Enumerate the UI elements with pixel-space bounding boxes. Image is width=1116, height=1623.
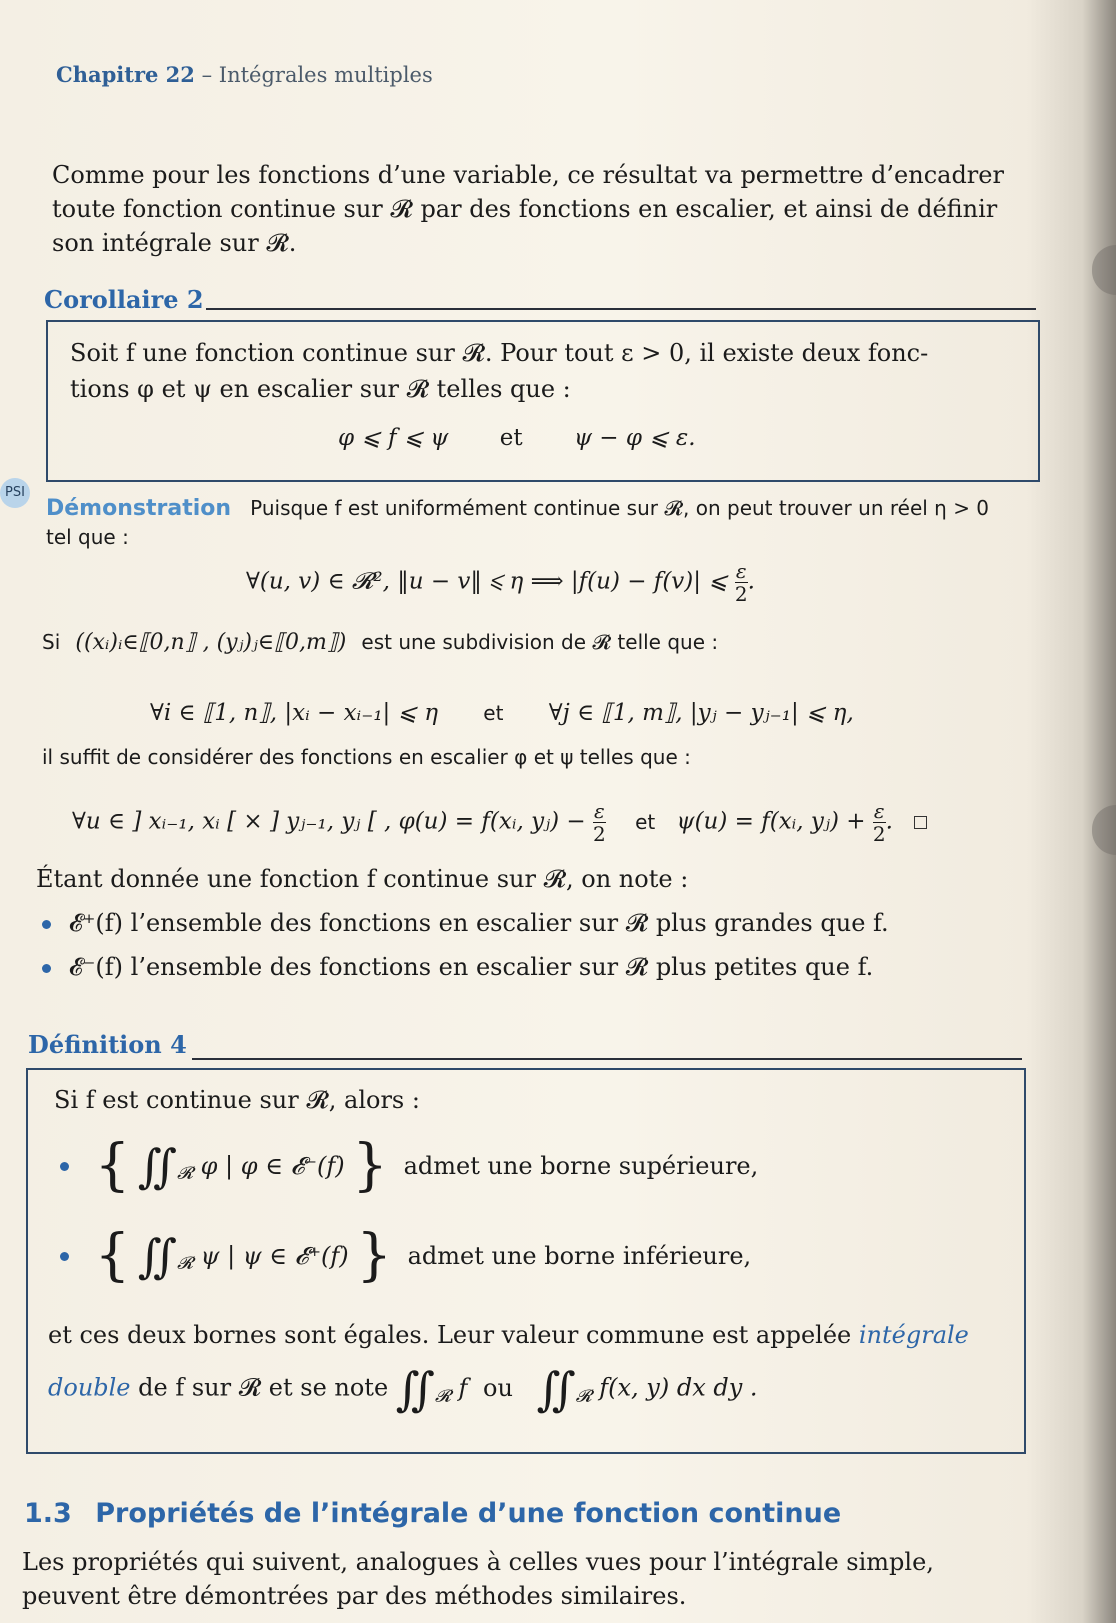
- si-prefix: Si: [42, 630, 61, 654]
- definition-bullet-1: [60, 1133, 960, 1198]
- running-head-separator: –: [194, 63, 219, 87]
- brace-left-icon: {: [94, 1223, 131, 1288]
- page-edge-tab: [1092, 805, 1116, 855]
- double-integral-sign: ∬: [137, 1229, 178, 1283]
- page-edge-tab: [1092, 245, 1116, 295]
- definition-term: intégrale: [858, 1321, 969, 1349]
- demonstration-line: Puisque f est uniformément continue sur 𝓡, on peut trouver un réel η > 0: [250, 496, 990, 520]
- formula-et: et: [483, 701, 504, 725]
- definition-text: ou: [483, 1373, 513, 1402]
- demonstration-si-line: [42, 628, 1042, 656]
- psi-badge: PSI: [0, 478, 30, 508]
- running-head-title: Intégrales multiples: [218, 63, 433, 87]
- formula-text: ∀(u, v) ∈ 𝓡², ‖u − v‖ ⩽ η ⟹ |f(u) − f(v)| ⩽: [246, 568, 735, 595]
- bullet-text: 𝓔⁻(f) l’ensemble des fonctions en escalier sur 𝓡 plus petites que f.: [69, 953, 874, 981]
- si-formula: ((xᵢ)ᵢ∈⟦0,n⟧ , (yⱼ)ⱼ∈⟦0,m⟧): [75, 630, 347, 655]
- corollaire-line: tions φ et ψ en escalier sur 𝓡 telles que :: [70, 375, 571, 403]
- bullet-icon: [42, 964, 51, 973]
- bullet-icon: [60, 1162, 69, 1171]
- formula-end: .: [747, 568, 755, 595]
- set-expression: φ | φ ∈ 𝓔⁻(f): [200, 1152, 345, 1180]
- formula-right: ∀j ∈ ⟦1, m⟧, |yⱼ − yⱼ₋₁| ⩽ η,: [548, 700, 854, 726]
- bullet-icon: [60, 1252, 69, 1261]
- corollaire-title: Corollaire 2: [44, 285, 204, 314]
- etant-line: Étant donnée une fonction f continue sur 𝓡, on note :: [36, 865, 689, 893]
- definition-term: double: [48, 1373, 131, 1402]
- integral-domain: 𝓡: [177, 1163, 193, 1184]
- fraction-numerator: ε: [735, 559, 747, 583]
- qed-square-icon: [914, 816, 927, 829]
- formula-text: ψ(u) = f(xᵢ, yⱼ) +: [676, 808, 873, 835]
- integral-domain: 𝓡: [575, 1386, 592, 1407]
- formula-text: ∀u ∈ ] xᵢ₋₁, xᵢ [ × ] yⱼ₋₁, yⱼ [ , φ(u) = f(xᵢ, yⱼ) −: [72, 808, 594, 835]
- bullet-text: admet une borne inférieure,: [407, 1242, 752, 1270]
- fraction-numerator: ε: [873, 799, 885, 823]
- formula-et: et: [499, 425, 523, 451]
- fraction-denominator: 2: [872, 822, 886, 846]
- formula-et: et: [635, 809, 656, 834]
- closing-paragraph: [22, 1545, 1012, 1613]
- double-integral-sign: ∬: [536, 1362, 576, 1416]
- section-title: Propriétés de l’intégrale d’une fonction continue: [95, 1498, 842, 1529]
- running-head-chapter: Chapitre 22: [56, 62, 195, 87]
- demonstration-line: il suffit de considérer des fonctions en escalier φ et ψ telles que :: [42, 745, 691, 769]
- brace-left-icon: {: [94, 1133, 131, 1198]
- integrand: f(x, y) dx dy .: [599, 1373, 758, 1402]
- demonstration-formula-3: [72, 800, 1032, 845]
- demonstration-formula-1: [246, 560, 755, 605]
- demonstration: [46, 494, 1046, 522]
- definition-notation-line: [48, 1362, 1008, 1416]
- fraction-denominator: 2: [593, 822, 606, 846]
- demonstration-line: tel que :: [46, 525, 129, 549]
- corollaire-text: [70, 335, 1020, 407]
- bullet-icon: [42, 920, 51, 929]
- demonstration-title: Démonstration: [46, 496, 232, 521]
- corollaire-line: Soit f une fonction continue sur 𝓡. Pour tout ε > 0, il existe deux fonc-: [70, 339, 929, 367]
- running-head: [56, 62, 433, 87]
- definition-rule: [192, 1058, 1022, 1060]
- etant-bullet-1: [42, 906, 1022, 940]
- section-heading: [24, 1498, 1024, 1529]
- double-integral-sign: ∬: [137, 1139, 178, 1193]
- si-suffix: est une subdivision de 𝓡 telle que :: [361, 630, 719, 654]
- brace-right-icon: }: [356, 1223, 392, 1288]
- formula-left: φ ⩽ f ⩽ ψ: [338, 425, 449, 451]
- closing-line: peuvent être démontrées par des méthodes similaires.: [22, 1582, 687, 1610]
- intro-line: son intégrale sur 𝓡.: [52, 229, 297, 257]
- integral-domain: 𝓡: [177, 1253, 193, 1274]
- formula-end: .: [885, 808, 893, 835]
- integral-domain: 𝓡: [434, 1386, 451, 1407]
- intro-paragraph: [52, 158, 1012, 260]
- intro-line: Comme pour les fonctions d’une variable, ce résultat va permettre d’encadrer: [52, 161, 1004, 189]
- fraction-denominator: 2: [734, 582, 748, 606]
- section-number: 1.3: [24, 1498, 72, 1529]
- fraction-numerator: ε: [594, 799, 605, 823]
- bullet-text: 𝓔⁺(f) l’ensemble des fonctions en escalier sur 𝓡 plus grandes que f.: [69, 909, 889, 937]
- brace-right-icon: }: [352, 1133, 388, 1198]
- set-expression: ψ | ψ ∈ 𝓔⁺(f): [200, 1242, 349, 1270]
- corollaire-rule: [206, 308, 1036, 310]
- bullet-text: admet une borne supérieure,: [403, 1152, 759, 1180]
- integrand: f: [458, 1373, 468, 1402]
- etant-bullet-2: [42, 950, 1022, 984]
- definition-line: [48, 1318, 1008, 1352]
- definition-title: Définition 4: [28, 1030, 187, 1059]
- corollaire-formula: [338, 425, 696, 451]
- formula-left: ∀i ∈ ⟦1, n⟧, |xᵢ − xᵢ₋₁| ⩽ η: [150, 700, 438, 726]
- definition-text: de f sur 𝓡 et se note: [130, 1373, 396, 1402]
- double-integral-sign: ∬: [395, 1362, 435, 1416]
- demonstration-formula-2: [150, 700, 854, 726]
- formula-right: ψ − φ ⩽ ε.: [573, 425, 696, 451]
- closing-line: Les propriétés qui suivent, analogues à celles vues pour l’intégrale simple,: [22, 1548, 934, 1576]
- intro-line: toute fonction continue sur 𝓡 par des fonctions en escalier, et ainsi de définir: [52, 195, 998, 223]
- definition-bullet-2: [60, 1223, 960, 1288]
- definition-line: Si f est continue sur 𝓡, alors :: [54, 1086, 420, 1114]
- definition-text: et ces deux bornes sont égales. Leur valeur commune est appelée: [48, 1321, 859, 1349]
